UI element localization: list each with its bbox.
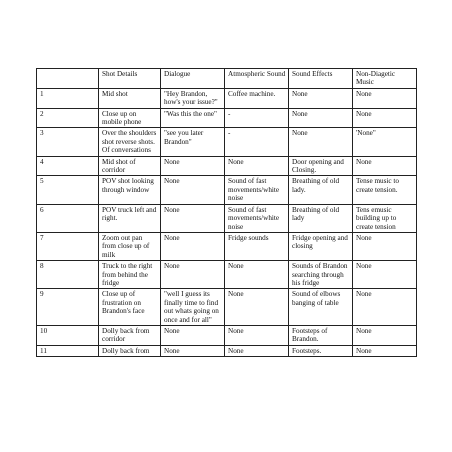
shot-number-text: 8	[40, 262, 44, 271]
cell-atmospheric-sound	[225, 345, 289, 356]
cell-dialogue	[161, 232, 225, 260]
atmospheric-sound-text: None	[228, 346, 244, 355]
cell-non-diagetic-music	[353, 325, 417, 345]
header-atmospheric-sound: Atmospheric Sound	[225, 69, 289, 89]
table-row	[37, 128, 417, 156]
cell-atmospheric-sound	[225, 204, 289, 232]
cell-shot-details	[99, 156, 161, 176]
cell-dialogue	[161, 128, 225, 156]
shot-number-text: 10	[40, 326, 48, 335]
cell-sound-effects	[289, 232, 353, 260]
cell-shot-number	[37, 204, 99, 232]
cell-shot-details	[99, 108, 161, 128]
shot-number-text: 2	[40, 109, 44, 118]
cell-non-diagetic-music	[353, 176, 417, 204]
header-number	[37, 69, 99, 89]
cell-shot-details	[99, 176, 161, 204]
cell-dialogue	[161, 108, 225, 128]
atmospheric-sound-text: Sound of fast movements/white noise	[228, 205, 280, 231]
shot-details-text: Dolly back from corridor	[102, 326, 150, 344]
non-diagetic-music-text: None	[356, 326, 372, 335]
table-header-row	[37, 69, 417, 89]
cell-dialogue	[161, 176, 225, 204]
cell-non-diagetic-music	[353, 261, 417, 289]
atmospheric-sound-text: -	[228, 109, 231, 118]
sound-effects-text: Fridge opening and closing	[292, 233, 348, 251]
cell-dialogue	[161, 204, 225, 232]
sound-effects-text: None	[292, 129, 308, 138]
non-diagetic-music-text: None	[356, 109, 372, 118]
atmospheric-sound-text: None	[228, 262, 244, 271]
cell-atmospheric-sound	[225, 261, 289, 289]
shot-details-text: Mid shot	[102, 89, 128, 98]
cell-sound-effects	[289, 261, 353, 289]
non-diagetic-music-text: Tense music to create tension.	[356, 177, 400, 194]
table-body	[37, 88, 417, 356]
atmospheric-sound-text: Coffee machine.	[228, 89, 276, 98]
shot-number-text: 5	[40, 177, 44, 186]
cell-sound-effects	[289, 289, 353, 326]
table-row	[37, 204, 417, 232]
table-row	[37, 156, 417, 176]
table-row	[37, 108, 417, 128]
shot-list-sheet	[36, 68, 416, 357]
cell-sound-effects	[289, 176, 353, 204]
cell-sound-effects	[289, 345, 353, 356]
sound-effects-text: Breathing of old lady.	[292, 177, 340, 194]
cell-atmospheric-sound	[225, 325, 289, 345]
shot-details-text: POV truck left and right.	[102, 205, 157, 223]
table-row	[37, 345, 417, 356]
sound-effects-text: Door opening and Closing.	[292, 157, 344, 175]
non-diagetic-music-text: Tens emusic building up to create tension	[356, 205, 397, 231]
cell-shot-number	[37, 128, 99, 156]
cell-dialogue	[161, 345, 225, 356]
atmospheric-sound-text: None	[228, 157, 244, 166]
sound-effects-text: Breathing of old lady	[292, 205, 340, 223]
shot-number-text: 11	[40, 346, 47, 355]
dialogue-text: None	[164, 177, 180, 186]
dialogue-text: None	[164, 157, 180, 166]
dialogue-text: None	[164, 326, 180, 335]
table-row	[37, 232, 417, 260]
cell-sound-effects	[289, 204, 353, 232]
cell-non-diagetic-music	[353, 345, 417, 356]
atmospheric-sound-text: None	[228, 290, 244, 299]
sound-effects-text: Sounds of Brandon searching through his fridge	[292, 262, 348, 287]
cell-dialogue	[161, 156, 225, 176]
cell-shot-number	[37, 325, 99, 345]
non-diagetic-music-text: None	[356, 157, 372, 166]
shot-number-text: 9	[40, 290, 44, 299]
dialogue-text: None	[164, 233, 180, 242]
cell-dialogue	[161, 261, 225, 289]
table-row	[37, 325, 417, 345]
atmospheric-sound-text: None	[228, 326, 244, 335]
cell-shot-details	[99, 128, 161, 156]
cell-non-diagetic-music	[353, 128, 417, 156]
table-row	[37, 176, 417, 204]
shot-details-text: Zoom out pan from close up of milk	[102, 233, 150, 259]
shot-details-text: Mid shot of corridor	[102, 157, 136, 175]
cell-dialogue	[161, 325, 225, 345]
cell-dialogue	[161, 289, 225, 326]
non-diagetic-music-text: None	[356, 262, 372, 271]
cell-sound-effects	[289, 128, 353, 156]
cell-non-diagetic-music	[353, 204, 417, 232]
cell-non-diagetic-music	[353, 156, 417, 176]
cell-shot-number	[37, 176, 99, 204]
non-diagetic-music-text: None	[356, 290, 372, 299]
table-row	[37, 88, 417, 108]
shot-list-table	[36, 68, 417, 357]
dialogue-text: "Hey Brandon, how's your issue?"	[164, 89, 218, 107]
cell-non-diagetic-music	[353, 108, 417, 128]
atmospheric-sound-text: Fridge sounds	[228, 233, 269, 242]
cell-atmospheric-sound	[225, 88, 289, 108]
shot-number-text: 4	[40, 157, 44, 166]
non-diagetic-music-text: 'None"	[356, 129, 376, 138]
non-diagetic-music-text: None	[356, 233, 372, 242]
cell-atmospheric-sound	[225, 289, 289, 326]
sound-effects-text: Sound of elbows banging of table	[292, 290, 341, 307]
atmospheric-sound-text: -	[228, 129, 231, 138]
cell-shot-number	[37, 156, 99, 176]
cell-atmospheric-sound	[225, 156, 289, 176]
dialogue-text: "Was this the one"	[164, 109, 217, 118]
cell-shot-number	[37, 261, 99, 289]
header-non-diagetic-music: Non-Diagetic Music	[353, 69, 417, 89]
cell-atmospheric-sound	[225, 108, 289, 128]
sound-effects-text: Footsteps.	[292, 346, 322, 355]
cell-shot-details	[99, 88, 161, 108]
cell-sound-effects	[289, 156, 353, 176]
non-diagetic-music-text: None	[356, 89, 372, 98]
sound-effects-text: Footsteps of Brandon.	[292, 326, 328, 344]
cell-shot-details	[99, 232, 161, 260]
cell-shot-details	[99, 204, 161, 232]
dialogue-text: None	[164, 262, 180, 271]
cell-sound-effects	[289, 325, 353, 345]
sound-effects-text: None	[292, 109, 308, 118]
dialogue-text: "see you later Brandon"	[164, 129, 204, 146]
cell-shot-number	[37, 345, 99, 356]
cell-shot-details	[99, 325, 161, 345]
dialogue-text: "well I guess its finally time to find out whats going on once and for all"	[164, 290, 219, 324]
cell-shot-details	[99, 345, 161, 356]
header-dialogue: Dialogue	[161, 69, 225, 89]
table-row	[37, 261, 417, 289]
shot-number-text: 3	[40, 129, 44, 138]
shot-details-text: Close up of frustration on Brandon's face	[102, 290, 145, 316]
cell-shot-number	[37, 108, 99, 128]
cell-atmospheric-sound	[225, 128, 289, 156]
cell-shot-number	[37, 232, 99, 260]
cell-shot-details	[99, 261, 161, 289]
sound-effects-text: None	[292, 89, 308, 98]
shot-details-text: Over the shoulders shot reverse shots. Of conversations	[102, 129, 157, 155]
cell-atmospheric-sound	[225, 176, 289, 204]
cell-non-diagetic-music	[353, 289, 417, 326]
shot-details-text: POV shot looking through window	[102, 177, 154, 194]
shot-details-text: Close up on mobile phone	[102, 109, 142, 127]
cell-sound-effects	[289, 88, 353, 108]
header-shot-details: Shot Details	[99, 69, 161, 89]
shot-number-text: 6	[40, 205, 44, 214]
shot-details-text: Truck to the right from behind the fridge	[102, 262, 153, 287]
table-row	[37, 289, 417, 326]
dialogue-text: None	[164, 205, 180, 214]
shot-number-text: 7	[40, 233, 44, 242]
dialogue-text: None	[164, 346, 180, 355]
cell-atmospheric-sound	[225, 232, 289, 260]
shot-number-text: 1	[40, 89, 44, 98]
cell-non-diagetic-music	[353, 232, 417, 260]
cell-shot-number	[37, 88, 99, 108]
shot-details-text: Dolly back from	[102, 346, 150, 355]
cell-shot-number	[37, 289, 99, 326]
non-diagetic-music-text: None	[356, 346, 372, 355]
atmospheric-sound-text: Sound of fast movements/white noise	[228, 177, 280, 203]
header-sound-effects: Sound Effects	[289, 69, 353, 89]
cell-shot-details	[99, 289, 161, 326]
cell-sound-effects	[289, 108, 353, 128]
cell-non-diagetic-music	[353, 88, 417, 108]
cell-dialogue	[161, 88, 225, 108]
